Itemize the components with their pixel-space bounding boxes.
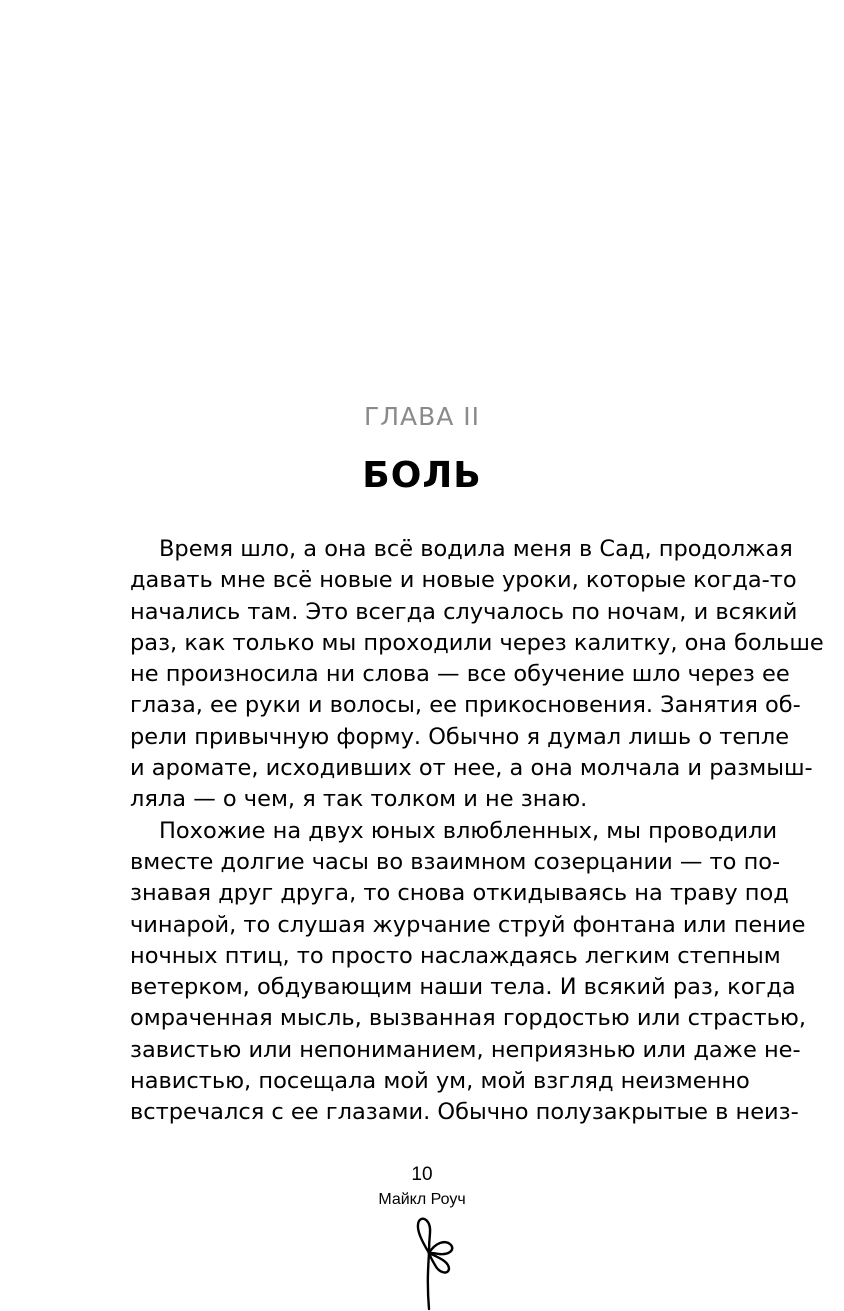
page-number: 10 (411, 1164, 433, 1185)
paragraph (130, 534, 824, 816)
text-line: навистью, посещала мой ум, мой взгляд неизменно (130, 1068, 750, 1095)
text-line: встречался с ее глазами. Обычно полузакрытые в неиз- (130, 1099, 799, 1126)
paragraph (130, 816, 807, 1129)
text-line: чинарой, то слушая журчание струй фонтана или пение (130, 911, 806, 938)
flower-ornament-icon (405, 1213, 465, 1311)
text-line: знавая друг друга, то снова откидываясь на траву под (130, 880, 789, 907)
text-line: Время шло, а она всё водила меня в Сад, продолжая (159, 536, 793, 562)
text-line: и аромате, исходивших от нее, а она молчала и размыш- (130, 755, 813, 782)
text-line: ветерком, обдувающим наши тела. И всякий раз, когда (130, 974, 796, 1001)
chapter-label: ГЛАВА II (363, 402, 481, 431)
text-line: завистью или непониманием, неприязнью или даже не- (130, 1036, 801, 1063)
running-footer-author: Майкл Роуч (378, 1191, 466, 1208)
text-line: вместе долгие часы во взаимном созерцании — то по- (130, 848, 781, 875)
text-line: не произносила ни слова — все обучение шло через ее (130, 661, 790, 688)
text-line: омраченная мысль, вызванная гордостью или страстью, (130, 1005, 807, 1032)
text-line: давать мне всё новые и новые уроки, которые когда-то (130, 567, 797, 594)
text-line: раз, как только мы проходили через калитку, она больше (130, 629, 824, 656)
text-line: начались там. Это всегда случалось по ночам, и всякий (130, 598, 798, 625)
chapter-title: БОЛЬ (362, 455, 482, 496)
chapter-body (130, 534, 824, 1129)
text-line: ночных птиц, то просто наслаждаясь легким степным (130, 942, 781, 969)
text-line: ляла — о чем, я так толком и не знаю. (130, 786, 588, 813)
text-line: глаза, ее руки и волосы, ее прикосновения. Занятия об- (130, 692, 801, 719)
text-line: рели привычную форму. Обычно я думал лишь о тепле (130, 723, 790, 750)
text-line: Похожие на двух юных влюбленных, мы проводили (159, 817, 778, 844)
